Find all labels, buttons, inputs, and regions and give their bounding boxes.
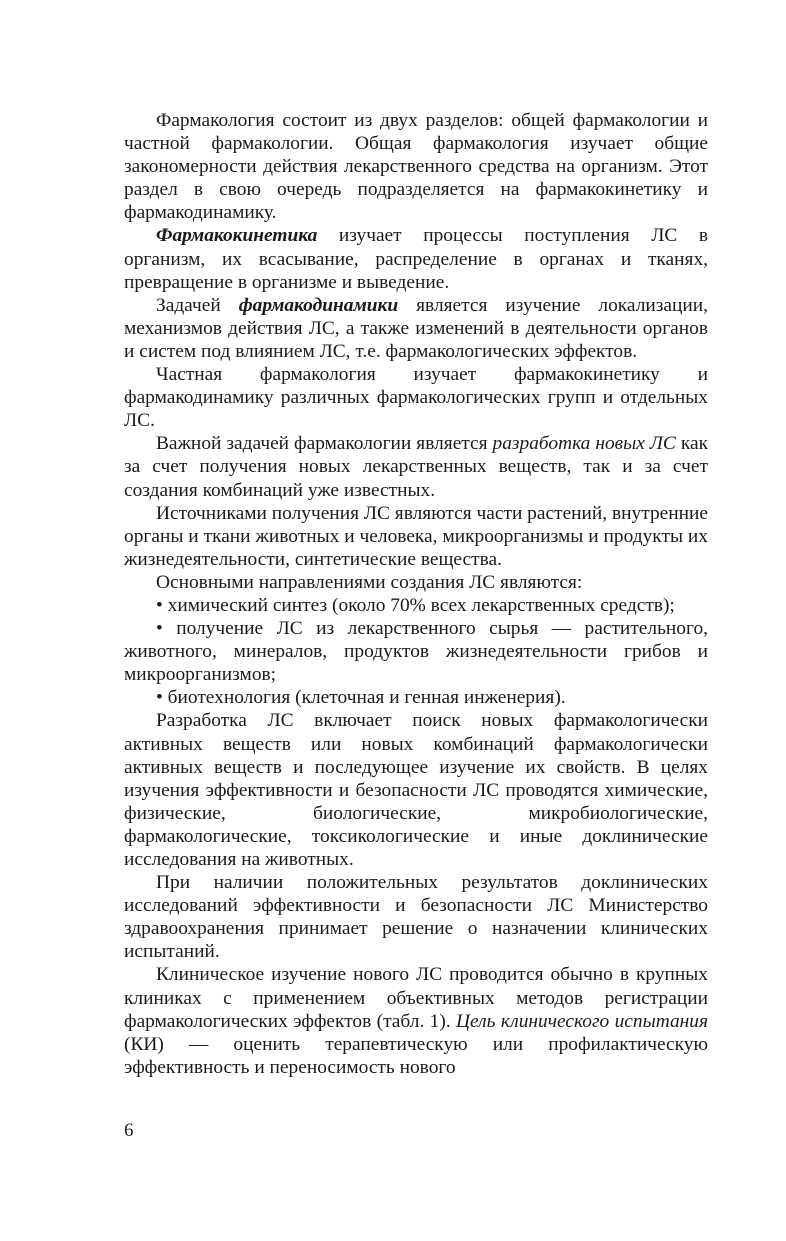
term-pharmacodynamics: фармакодинамики — [238, 294, 399, 316]
paragraph-intro — [124, 109, 708, 224]
paragraph-text: является изучение локализации, механизмов действия ЛС, а также изменений в деятельности органов и систем под влиянием ЛС, т.е. фармакологических эффектов. — [124, 294, 708, 362]
list-item-text: • получение ЛС из лекарственного сырья — растительного, животного, минералов, продуктов жизнедеятельности грибов и микроорганизмов; — [124, 618, 708, 686]
list-item-raw-materials — [124, 617, 708, 686]
emphasis-new-drugs: разработка новых ЛС — [492, 433, 676, 455]
paragraph-text: изучает процессы поступления ЛС в организм, их всасывание, распределение в органах и тканях, превращение в организме и выведение. — [124, 225, 708, 293]
paragraph-text: как за счет получения новых лекарственных веществ, так и за счет создания комбинаций уже известных. — [124, 433, 708, 501]
list-item-synthesis — [124, 594, 708, 617]
paragraph-private-pharmacology — [124, 363, 708, 432]
paragraph-text: Разработка ЛС включает поиск новых фармакологически активных веществ или новых комбинаций фармакологически активных веществ и последующее изучение их свойств. В целях изучения эффективности и безопасности ЛС проводятся химические, физические, биологические, микробиологические, фармакологические, токсикологические и иные доклинические исследования на животных. — [124, 710, 708, 870]
paragraph-pharmacokinetics — [124, 224, 708, 293]
paragraph-directions — [124, 571, 708, 594]
paragraph-clinical — [124, 963, 708, 1078]
paragraph-text: (КИ) — оценить терапевтическую или профилактическую эффективность и переносимость нового — [124, 1033, 708, 1078]
paragraph-pharmacodynamics — [124, 294, 708, 363]
emphasis-clinical-goal: Цель клинического испытания — [456, 1010, 708, 1032]
paragraph-sources — [124, 502, 708, 571]
paragraph-ministry — [124, 871, 708, 963]
term-pharmacokinetics: Фармакокинетика — [156, 225, 318, 247]
paragraph-text: Основными направлениями создания ЛС являются: — [156, 571, 583, 593]
paragraph-text: При наличии положительных результатов доклинических исследований эффективности и безопасности ЛС Министерство здравоохранения принимает решение о назначении клинических испытаний. — [124, 872, 708, 963]
paragraph-development — [124, 709, 708, 871]
paragraph-text-pre: Клиническое изучение нового ЛС проводится обычно в крупных клиниках с применением объективных методов регистрации фармакологических эффектов (табл. 1). — [124, 964, 708, 1032]
list-item-biotech — [124, 686, 708, 709]
paragraph-new-drugs — [124, 432, 708, 501]
paragraph-text-pre: Важной задачей фармакологии является — [156, 433, 493, 455]
page-number: 6 — [124, 1120, 134, 1141]
paragraph-text: Источниками получения ЛС являются части растений, внутренние органы и ткани животных и человека, микроорганизмы и продукты их жизнедеятельности, синтетические вещества. — [124, 502, 708, 570]
document-body — [124, 109, 708, 1079]
paragraph-text: Частная фармакология изучает фармакокинетику и фармакодинамику различных фармакологических групп и отдельных ЛС. — [124, 364, 708, 432]
list-item-text: • химический синтез (около 70% всех лекарственных средств); — [156, 594, 675, 616]
paragraph-text-pre: Задачей — [156, 294, 239, 316]
paragraph-text: Фармакология состоит из двух разделов: общей фармакологии и частной фармакологии. Общая фармакология изучает общие закономерности действия лекарственного средства на организм. Этот раздел в свою очередь подразделяется на фармакокинетику и фармакодинамику. — [124, 110, 708, 224]
list-item-text: • биотехнология (клеточная и генная инженерия). — [156, 687, 566, 709]
